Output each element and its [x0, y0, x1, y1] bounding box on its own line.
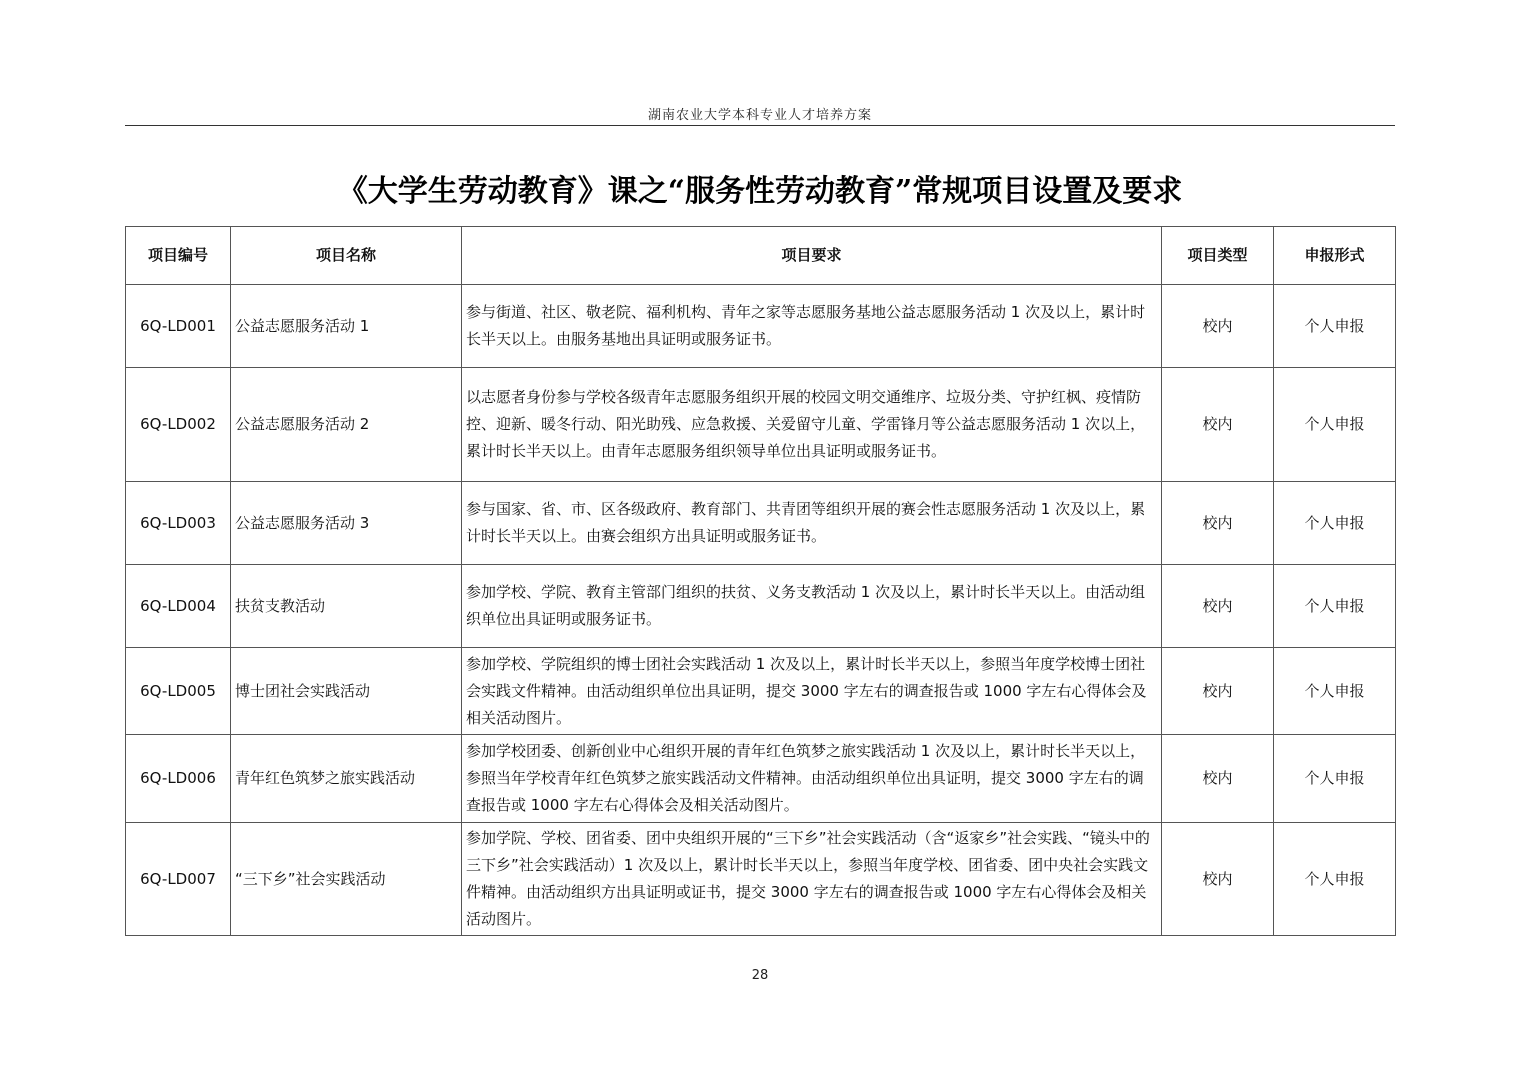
project-requirement: 参加学校、学院、教育主管部门组织的扶贫、义务支教活动 1 次及以上，累计时长半天以上。由活动组织单位出具证明或服务证书。 [462, 565, 1162, 648]
application-form: 个人申报 [1274, 565, 1396, 648]
project-table [125, 226, 1396, 936]
project-requirement: 参与街道、社区、敬老院、福利机构、青年之家等志愿服务基地公益志愿服务活动 1 次及以上，累计时长半天以上。由服务基地出具证明或服务证书。 [462, 285, 1162, 368]
project-type: 校内 [1162, 823, 1274, 936]
project-code: 6Q-LD002 [126, 368, 231, 482]
project-requirement: 参加学校团委、创新创业中心组织开展的青年红色筑梦之旅实践活动 1 次及以上，累计时长半天以上，参照当年学校青年红色筑梦之旅实践活动文件精神。由活动组织单位出具证明，提交 3000 字左右的调查报告或 1000 字左右心得体会及相关活动图片。 [462, 735, 1162, 823]
project-type: 校内 [1162, 735, 1274, 823]
page-number: 28 [751, 968, 769, 983]
application-form: 个人申报 [1274, 285, 1396, 368]
project-type: 校内 [1162, 285, 1274, 368]
project-code: 6Q-LD006 [126, 735, 231, 823]
application-form: 个人申报 [1274, 735, 1396, 823]
project-code: 6Q-LD004 [126, 565, 231, 648]
project-type: 校内 [1162, 648, 1274, 735]
column-header-requirement: 项目要求 [462, 227, 1162, 285]
table-row [126, 565, 1396, 648]
project-name: 扶贫支教活动 [231, 565, 462, 648]
table-row [126, 823, 1396, 936]
project-code: 6Q-LD007 [126, 823, 231, 936]
document-title: 《大学生劳动教育》课之“服务性劳动教育”常规项目设置及要求 [337, 174, 1183, 209]
project-name: 公益志愿服务活动 3 [231, 482, 462, 565]
project-code: 6Q-LD001 [126, 285, 231, 368]
application-form: 个人申报 [1274, 823, 1396, 936]
project-requirement: 以志愿者身份参与学校各级青年志愿服务组织开展的校园文明交通维序、垃圾分类、守护红枫、疫情防控、迎新、暖冬行动、阳光助残、应急救援、关爱留守儿童、学雷锋月等公益志愿服务活动 1 次以上，累计时长半天以上。由青年志愿服务组织领导单位出具证明或服务证书。 [462, 368, 1162, 482]
column-header-form: 申报形式 [1274, 227, 1396, 285]
project-requirement: 参加学校、学院组织的博士团社会实践活动 1 次及以上，累计时长半天以上，参照当年度学校博士团社会实践文件精神。由活动组织单位出具证明，提交 3000 字左右的调查报告或 1000 字左右心得体会及相关活动图片。 [462, 648, 1162, 735]
header-rule [125, 125, 1395, 126]
project-name: 青年红色筑梦之旅实践活动 [231, 735, 462, 823]
table-row [126, 482, 1396, 565]
application-form: 个人申报 [1274, 368, 1396, 482]
project-type: 校内 [1162, 482, 1274, 565]
column-header-type: 项目类型 [1162, 227, 1274, 285]
project-name: “三下乡”社会实践活动 [231, 823, 462, 936]
column-header-name: 项目名称 [231, 227, 462, 285]
table-row [126, 648, 1396, 735]
project-code: 6Q-LD003 [126, 482, 231, 565]
table-row [126, 735, 1396, 823]
project-type: 校内 [1162, 368, 1274, 482]
table-row [126, 285, 1396, 368]
project-name: 公益志愿服务活动 2 [231, 368, 462, 482]
page-header: 湖南农业大学本科专业人才培养方案 [647, 108, 872, 123]
project-requirement: 参加学院、学校、团省委、团中央组织开展的“三下乡”社会实践活动（含“返家乡”社会实践、“镜头中的三下乡”社会实践活动）1 次及以上，累计时长半天以上，参照当年度学校、团省委、团中央社会实践文件精神。由活动组织方出具证明或证书，提交 3000 字左右的调查报告或 1000 字左右心得体会及相关活动图片。 [462, 823, 1162, 936]
project-name: 公益志愿服务活动 1 [231, 285, 462, 368]
project-type: 校内 [1162, 565, 1274, 648]
application-form: 个人申报 [1274, 482, 1396, 565]
project-code: 6Q-LD005 [126, 648, 231, 735]
project-name: 博士团社会实践活动 [231, 648, 462, 735]
table-header-row [126, 227, 1396, 285]
application-form: 个人申报 [1274, 648, 1396, 735]
column-header-code: 项目编号 [126, 227, 231, 285]
project-requirement: 参与国家、省、市、区各级政府、教育部门、共青团等组织开展的赛会性志愿服务活动 1 次及以上，累计时长半天以上。由赛会组织方出具证明或服务证书。 [462, 482, 1162, 565]
table-row [126, 368, 1396, 482]
